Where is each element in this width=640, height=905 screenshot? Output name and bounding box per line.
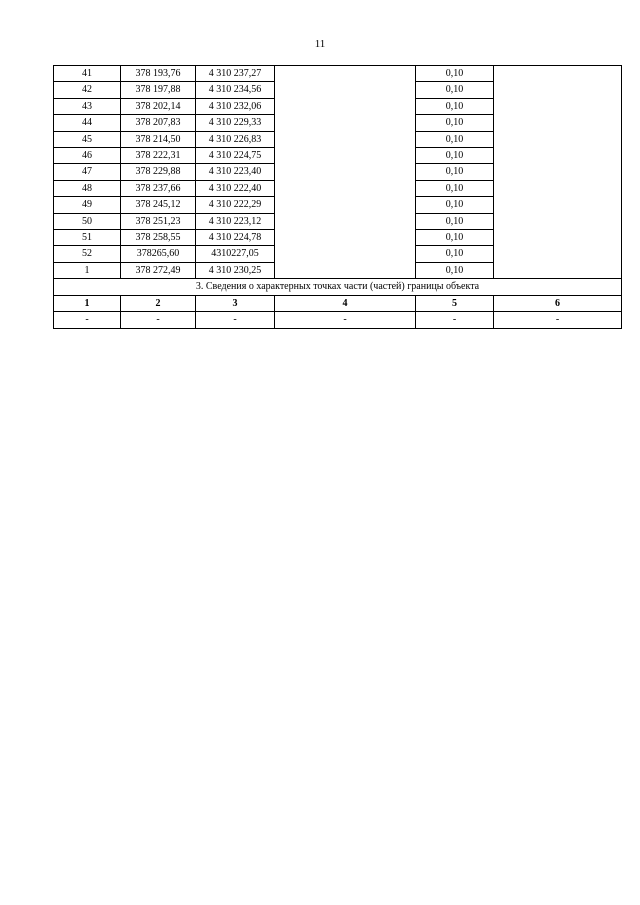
point-number: 48 [54, 180, 121, 196]
precision-value: 0,10 [416, 197, 494, 213]
coordinate-x: 378 214,50 [121, 131, 196, 147]
precision-value: 0,10 [416, 148, 494, 164]
coordinate-x: 378 237,66 [121, 180, 196, 196]
point-number: 43 [54, 98, 121, 114]
value-cell-2: - [121, 312, 196, 328]
precision-value: 0,10 [416, 115, 494, 131]
header-cell-2: 2 [121, 295, 196, 311]
empty-cell [275, 197, 416, 213]
empty-cell [494, 148, 622, 164]
coordinate-y: 4 310 237,27 [196, 66, 275, 82]
precision-value: 0,10 [416, 82, 494, 98]
coordinate-y: 4 310 234,56 [196, 82, 275, 98]
value-cell-4: - [275, 312, 416, 328]
precision-value: 0,10 [416, 98, 494, 114]
header-cell-3: 3 [196, 295, 275, 311]
empty-cell [275, 148, 416, 164]
precision-value: 0,10 [416, 180, 494, 196]
empty-cell [494, 164, 622, 180]
section-3-header-row [54, 295, 622, 311]
point-number: 49 [54, 197, 121, 213]
point-number: 47 [54, 164, 121, 180]
coordinate-y: 4 310 232,06 [196, 98, 275, 114]
empty-cell [275, 115, 416, 131]
table-body [54, 66, 622, 329]
point-number: 41 [54, 66, 121, 82]
table-row [54, 115, 622, 131]
table-row [54, 213, 622, 229]
precision-value: 0,10 [416, 164, 494, 180]
point-number: 44 [54, 115, 121, 131]
table-row [54, 82, 622, 98]
coordinate-x: 378 202,14 [121, 98, 196, 114]
empty-cell [275, 180, 416, 196]
coordinates-table [53, 65, 622, 329]
point-number: 52 [54, 246, 121, 262]
table-row [54, 66, 622, 82]
point-number: 51 [54, 230, 121, 246]
empty-cell [494, 262, 622, 278]
empty-cell [275, 82, 416, 98]
section-3-row [54, 279, 622, 295]
empty-cell [275, 98, 416, 114]
section-3-value-row [54, 312, 622, 328]
precision-value: 0,10 [416, 66, 494, 82]
coordinate-x: 378 197,88 [121, 82, 196, 98]
precision-value: 0,10 [416, 131, 494, 147]
empty-cell [494, 246, 622, 262]
point-number: 50 [54, 213, 121, 229]
coordinate-x: 378 272,49 [121, 262, 196, 278]
coordinate-y: 4 310 226,83 [196, 131, 275, 147]
coordinate-y: 4 310 224,78 [196, 230, 275, 246]
coordinate-x: 378 193,76 [121, 66, 196, 82]
empty-cell [494, 180, 622, 196]
empty-cell [275, 66, 416, 82]
precision-value: 0,10 [416, 246, 494, 262]
point-number: 42 [54, 82, 121, 98]
coordinate-x: 378 222,31 [121, 148, 196, 164]
empty-cell [275, 246, 416, 262]
empty-cell [275, 230, 416, 246]
page-number: 11 [314, 38, 326, 50]
coordinate-y: 4 310 230,25 [196, 262, 275, 278]
table-row [54, 98, 622, 114]
table-row [54, 148, 622, 164]
empty-cell [494, 98, 622, 114]
empty-cell [494, 230, 622, 246]
header-cell-1: 1 [54, 295, 121, 311]
empty-cell [494, 131, 622, 147]
coordinate-x: 378 251,23 [121, 213, 196, 229]
point-number: 46 [54, 148, 121, 164]
coordinate-y: 4 310 222,29 [196, 197, 275, 213]
table-row [54, 262, 622, 278]
empty-cell [275, 262, 416, 278]
table-row [54, 164, 622, 180]
empty-cell [494, 66, 622, 82]
point-number: 45 [54, 131, 121, 147]
coordinate-y: 4 310 222,40 [196, 180, 275, 196]
empty-cell [275, 131, 416, 147]
section-3-title: 3. Сведения о характерных точках части (частей) границы объекта [54, 279, 622, 295]
precision-value: 0,10 [416, 213, 494, 229]
table-row [54, 131, 622, 147]
coordinate-x: 378265,60 [121, 246, 196, 262]
coordinate-x: 378 207,83 [121, 115, 196, 131]
table-row [54, 230, 622, 246]
value-cell-5: - [416, 312, 494, 328]
empty-cell [275, 213, 416, 229]
table-row [54, 180, 622, 196]
empty-cell [494, 197, 622, 213]
header-cell-5: 5 [416, 295, 494, 311]
value-cell-3: - [196, 312, 275, 328]
header-cell-4: 4 [275, 295, 416, 311]
precision-value: 0,10 [416, 230, 494, 246]
empty-cell [275, 164, 416, 180]
coordinate-y: 4 310 224,75 [196, 148, 275, 164]
coordinate-y: 4310227,05 [196, 246, 275, 262]
value-cell-6: - [494, 312, 622, 328]
table-row [54, 246, 622, 262]
empty-cell [494, 115, 622, 131]
precision-value: 0,10 [416, 262, 494, 278]
coordinate-x: 378 245,12 [121, 197, 196, 213]
coordinate-x: 378 229,88 [121, 164, 196, 180]
coordinate-y: 4 310 223,40 [196, 164, 275, 180]
empty-cell [494, 213, 622, 229]
coordinate-y: 4 310 223,12 [196, 213, 275, 229]
header-cell-6: 6 [494, 295, 622, 311]
table-row [54, 197, 622, 213]
point-number: 1 [54, 262, 121, 278]
coordinate-x: 378 258,55 [121, 230, 196, 246]
coordinate-y: 4 310 229,33 [196, 115, 275, 131]
empty-cell [494, 82, 622, 98]
value-cell-1: - [54, 312, 121, 328]
